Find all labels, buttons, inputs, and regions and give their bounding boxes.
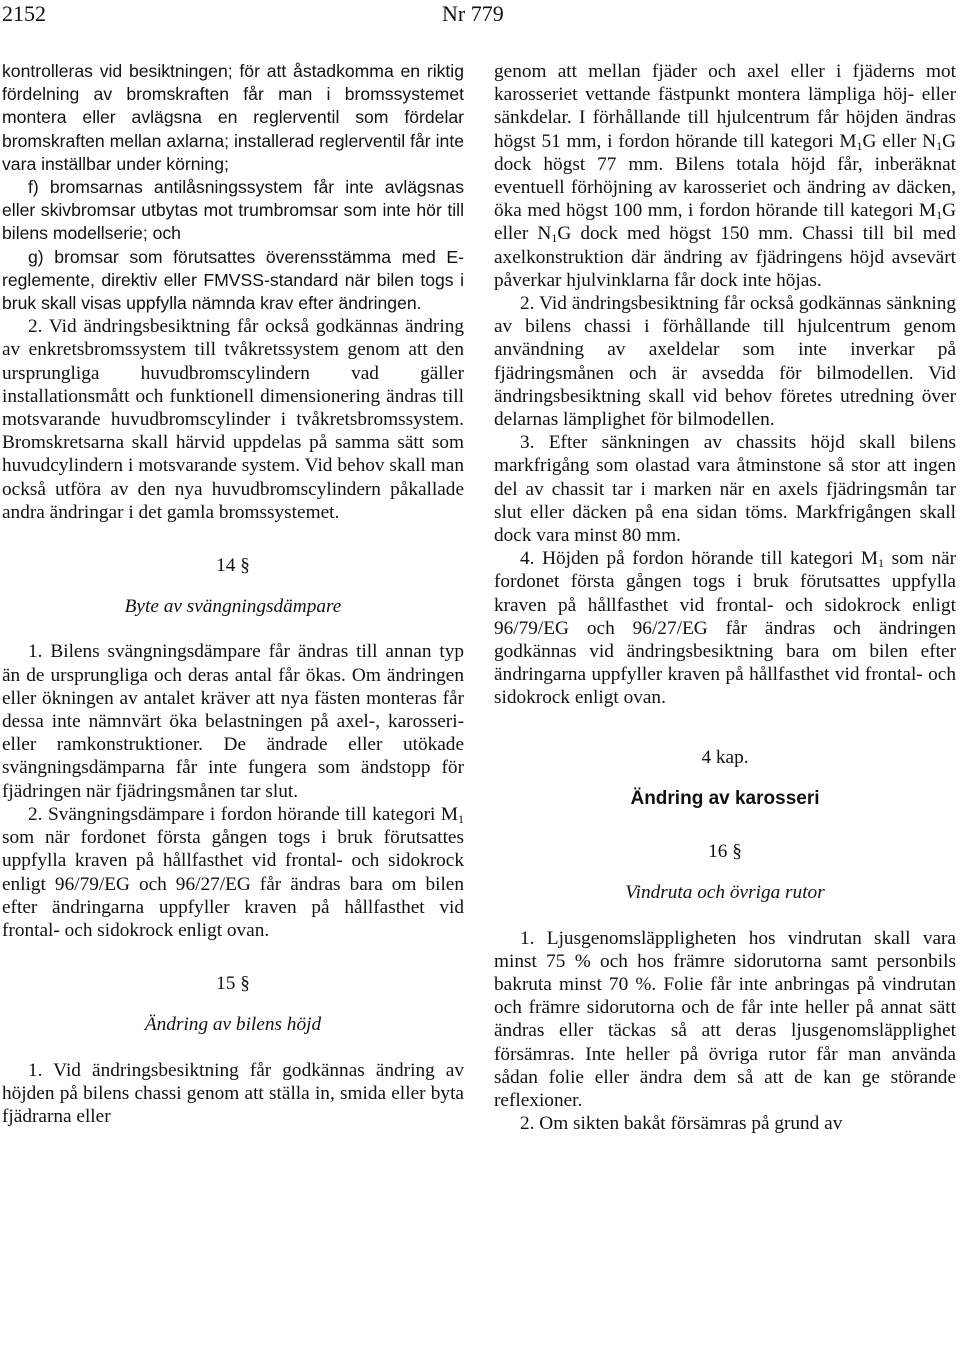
section-14-heading: 14 § — [216, 555, 250, 577]
paragraph-2: 2. Vid ändringsbesiktning får också godkännas ändring av enkretsbromssystem till tvåkretssystem genom att den ursprungliga huvudbromscylindern vad gäller installationsmått och funktionell dimensionering ändras till motsvarande huvudbromscylinder i tvåkretsbromssystem. Bromskretsarna skall härvid uppdelas på samma sätt som huvudcylindern i motsvarande system. Vid behov skall man också utföra av den nya huvudbromscylindern påkallade andra ändringar i det gamla bromssystemet. — [2, 316, 464, 523]
item-g: g) bromsar som förutsattes överensstämma med E-reglemente, direktiv eller FMVSS-standard när bilen togs i bruk skall visas uppfylla nämnda krav efter ändringen. — [2, 246, 464, 314]
section-14-paragraph-1: 1. Bilens svängningsdämpare får ändras till annan typ än de ursprungliga och deras antal får ökas. Om ändringen eller ökningen av antalet kräver att nya fästen monteras får dessa inte nämnvärt öka belastningen på axel-, karosseri- eller ramkonstruktioner. De ändrade eller utökade svängningsdämparna får inte fungera som ändstopp för fjädringen när fjädringsmånen tar slut. — [2, 641, 464, 802]
section-14-title: Byte av svängningsdämpare — [124, 596, 342, 618]
page-number: 2152 — [2, 1, 46, 26]
section-15-continued: genom att mellan fjäder och axel eller i fjäderns mot karosseriet vettande fästpunkt montera lämpliga höj- eller sänkdelar. I förhållande till hjulcentrum får höjden ändras högst 51 mm, i fordon hörande till kategori $M_1G$ eller $N_1G$ dock högst 77 mm. Bilens totala höjd får, inberäknat eventuell förhöjning av karosseriet och ändring av däcken, öka med högst 100 mm, i fordon hörande till kategori $M_1G$ eller $N_1G$ dock med högst 150 mm. Chassi till bil med axelkonstruktion där ändring av fjädringens höjd avsevärt påverkar hjulvinklarna får dock inte höjas. — [494, 61, 957, 291]
chapter-title: Ändring av karosseri — [630, 787, 820, 809]
section-15-paragraph-2: 2. Vid ändringsbesiktning får också godkännas sänkning av bilens chassi i förhållande till hjulcentrum genom användning av axeldelar som inte inverkar på fjädringsmånen och är avsedda för bilmodellen. Vid ändringsbesiktning skall vid behov företes utredning över delarnas lämplighet för bilmodellen. — [494, 293, 956, 431]
right-column — [494, 60, 956, 1135]
section-15-paragraph-4: 4. Höjden på fordon hörande till kategori $M_1$ som när fordonet första gången togs i bruk förutsattes uppfylla kraven på hållfasthet vid frontal- och sidokrock enligt 96/79/EG och 96/27/EG får ändras och ändringen godkännas vid ändringsbesiktning bara om bilen efter ändringarna uppfyller kraven på hållfasthet vid frontal- och sidokrock enligt ovan. — [494, 548, 956, 709]
issue-number: Nr 779 — [442, 1, 504, 26]
section-16-title: Vindruta och övriga rutor — [625, 882, 825, 904]
chapter-heading: 4 kap. — [701, 746, 749, 768]
section-15-heading: 15 § — [216, 973, 250, 995]
section-16-paragraph-2: 2. Om sikten bakåt försämras på grund av — [520, 1113, 843, 1135]
section-15-paragraph-3: 3. Efter sänkningen av chassits höjd skall bilens markfrigång som olastad vara åtminstone så stor att ingen del av chassit tar i marken när en axels fjädringsmån tar slut eller däcken på ena sidan töms. Markfrigången skall dock vara minst 80 mm. — [494, 432, 956, 547]
item-f: f) bromsarnas antilåsningssystem får inte avlägsnas eller skivbromsar utbytas mot trumbromsar som inte hör till bilens modellserie; och — [2, 177, 464, 244]
section-15-title: Ändring av bilens höjd — [144, 1014, 322, 1036]
section-15-paragraph-1: 1. Vid ändringsbesiktning får godkännas ändring av höjden på bilens chassi genom att ställa in, smida eller byta fjädrarna eller — [2, 1059, 464, 1127]
section-16-heading: 16 § — [708, 841, 742, 863]
intro-paragraph: kontrolleras vid besiktningen; för att åstadkomma en riktig fördelning av bromskraften får man i bromssystemet montera eller avlägsna en reglerventil som fördelar bromskraften mellan axlarna; installerad reglerventil får inte vara inställbar under körning; — [2, 61, 464, 174]
section-14-paragraph-2: 2. Svängningsdämpare i fordon hörande till kategori $M_1$ som när fordonet första gången togs i bruk förutsattes uppfylla kraven på hållfasthet vid frontal- och sidokrock enligt 96/79/EG och 96/27/EG får ändras bara om bilen efter ändringarna uppfyller kraven på hållfasthet vid frontal- och sidokrock enligt ovan. — [2, 803, 464, 941]
section-16-paragraph-1: 1. Ljusgenomsläppligheten hos vindrutan skall vara minst 75 % och hos främre sidorutorna samt personbils bakruta minst 70 %. Folie får inte anbringas på vindrutan och främre sidorutorna och de får inte heller på annat sätt ändras eller täckas så att deras ljusgenomsläpplighet försämras. Inte heller på övriga rutor får man använda sådan folie eller ändra dem så att de kan ge störande reflexioner. — [494, 927, 956, 1111]
left-column — [2, 60, 464, 1128]
